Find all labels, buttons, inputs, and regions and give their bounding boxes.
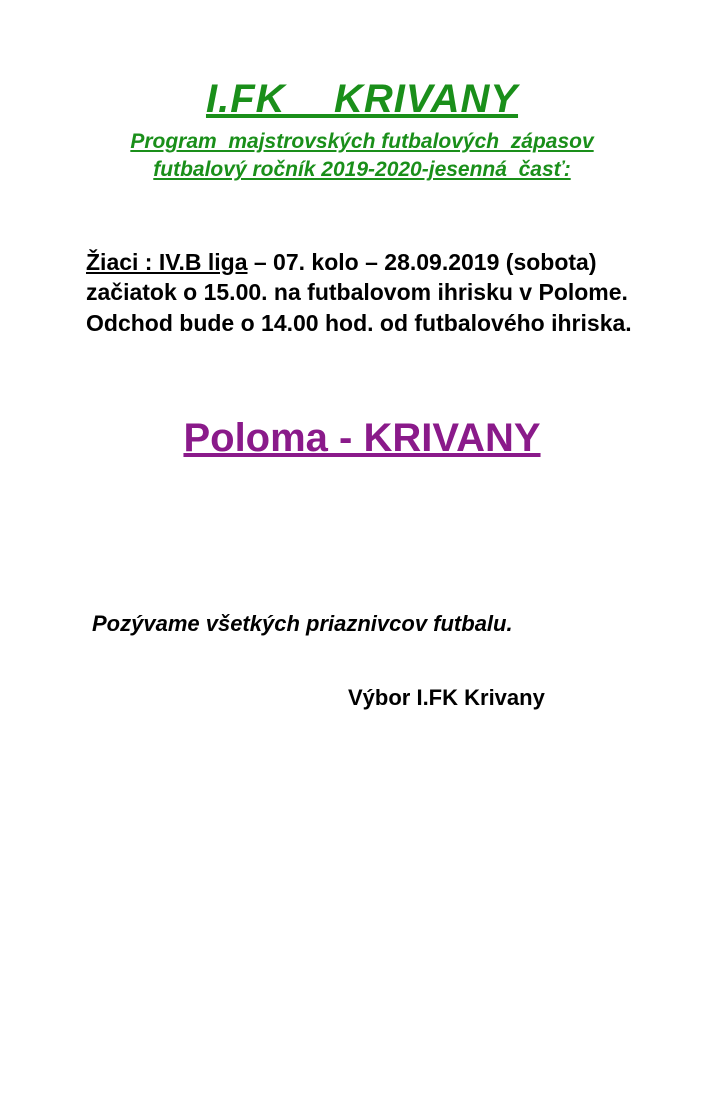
match-round-date: – 07. kolo – 28.09.2019 (247, 248, 500, 275)
document-header (56, 78, 668, 185)
invitation-text: Pozývame všetkých priaznivcov futbalu. (92, 611, 513, 637)
match-info-paragraph (86, 247, 646, 339)
program-subtitle-line-1: Program majstrovských futbalových zápasov (130, 130, 594, 153)
club-title: I.FK KRIVANY (205, 77, 519, 121)
match-day: (sobota) (505, 248, 597, 275)
match-category: Žiaci : IV.B liga (86, 248, 248, 275)
signature-text: Výbor I.FK Krivany (348, 685, 545, 711)
program-subtitle-line-2: futbalový ročník 2019-2020-jesenná časť: (153, 158, 571, 182)
fixture-title: Poloma - KRIVANY (183, 416, 541, 461)
match-details: začiatok o 15.00. na futbalovom ihrisku v Polome. Odchod bude o 14.00 hod. od futbalového ihriska. (86, 279, 632, 336)
poster-page (0, 78, 724, 1102)
